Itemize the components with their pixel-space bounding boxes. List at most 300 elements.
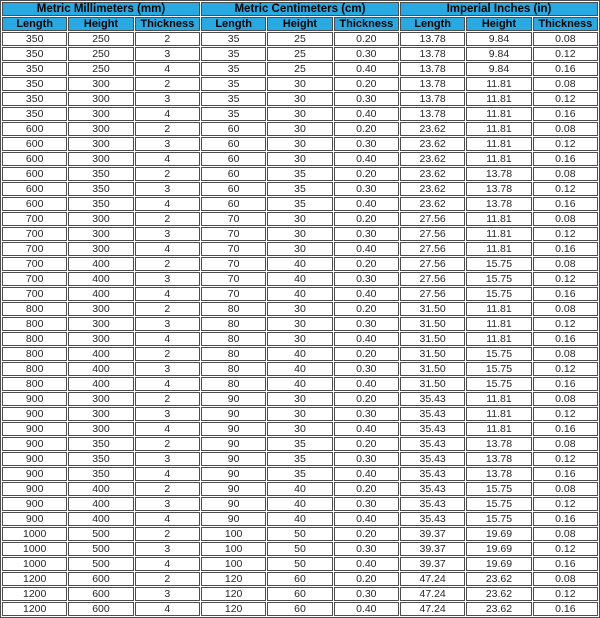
table-cell: 0.16	[533, 377, 598, 391]
table-cell: 100	[201, 557, 266, 571]
table-cell: 2	[135, 527, 200, 541]
table-cell: 40	[267, 497, 332, 511]
table-cell: 19.69	[466, 527, 531, 541]
table-cell: 0.08	[533, 32, 598, 46]
table-cell: 31.50	[400, 362, 465, 376]
table-cell: 11.81	[466, 227, 531, 241]
table-cell: 70	[201, 287, 266, 301]
table-cell: 30	[267, 152, 332, 166]
column-header: Thickness	[334, 17, 399, 31]
table-cell: 40	[267, 482, 332, 496]
table-cell: 2	[135, 437, 200, 451]
table-row	[2, 287, 598, 301]
table-cell: 70	[201, 257, 266, 271]
table-cell: 0.16	[533, 557, 598, 571]
table-cell: 600	[68, 602, 133, 616]
section-title-2: Metric Centimeters (cm)	[201, 2, 399, 16]
table-cell: 0.08	[533, 167, 598, 181]
table-cell: 15.75	[466, 287, 531, 301]
table-row	[2, 512, 598, 526]
table-cell: 3	[135, 182, 200, 196]
table-cell: 350	[68, 467, 133, 481]
table-cell: 600	[68, 572, 133, 586]
table-cell: 0.16	[533, 242, 598, 256]
table-cell: 30	[267, 92, 332, 106]
table-cell: 0.30	[334, 182, 399, 196]
table-cell: 2	[135, 77, 200, 91]
table-row	[2, 182, 598, 196]
table-cell: 600	[2, 182, 67, 196]
table-cell: 47.24	[400, 572, 465, 586]
table-cell: 70	[201, 242, 266, 256]
table-cell: 30	[267, 212, 332, 226]
column-header: Height	[267, 17, 332, 31]
table-cell: 900	[2, 512, 67, 526]
table-cell: 4	[135, 62, 200, 76]
table-cell: 0.08	[533, 527, 598, 541]
table-cell: 900	[2, 452, 67, 466]
table-row	[2, 92, 598, 106]
table-cell: 30	[267, 77, 332, 91]
table-row	[2, 602, 598, 616]
table-cell: 60	[201, 197, 266, 211]
table-cell: 0.20	[334, 527, 399, 541]
table-cell: 1000	[2, 542, 67, 556]
table-cell: 35	[201, 77, 266, 91]
table-cell: 4	[135, 377, 200, 391]
table-cell: 0.40	[334, 512, 399, 526]
table-cell: 0.08	[533, 392, 598, 406]
table-row	[2, 362, 598, 376]
column-header: Thickness	[135, 17, 200, 31]
table-cell: 0.40	[334, 377, 399, 391]
table-cell: 23.62	[400, 152, 465, 166]
column-header: Length	[400, 17, 465, 31]
table-cell: 0.30	[334, 227, 399, 241]
table-cell: 3	[135, 47, 200, 61]
table-cell: 47.24	[400, 587, 465, 601]
table-row	[2, 542, 598, 556]
table-row	[2, 167, 598, 181]
table-cell: 0.20	[334, 77, 399, 91]
table-cell: 0.16	[533, 62, 598, 76]
table-row	[2, 392, 598, 406]
table-cell: 40	[267, 272, 332, 286]
table-cell: 0.30	[334, 587, 399, 601]
table-cell: 90	[201, 497, 266, 511]
section-title-1: Metric Millimeters (mm)	[2, 2, 200, 16]
table-cell: 1200	[2, 602, 67, 616]
table-cell: 50	[267, 527, 332, 541]
table-cell: 13.78	[466, 452, 531, 466]
table-cell: 0.08	[533, 302, 598, 316]
table-cell: 27.56	[400, 287, 465, 301]
table-cell: 30	[267, 392, 332, 406]
table-row	[2, 47, 598, 61]
table-cell: 0.12	[533, 497, 598, 511]
table-cell: 0.40	[334, 602, 399, 616]
table-cell: 600	[2, 122, 67, 136]
table-cell: 35.43	[400, 407, 465, 421]
table-cell: 30	[267, 227, 332, 241]
table-cell: 47.24	[400, 602, 465, 616]
table-row	[2, 572, 598, 586]
column-header: Thickness	[533, 17, 598, 31]
table-cell: 11.81	[466, 152, 531, 166]
table-cell: 350	[68, 182, 133, 196]
table-cell: 11.81	[466, 92, 531, 106]
table-cell: 11.81	[466, 422, 531, 436]
table-cell: 100	[201, 527, 266, 541]
table-cell: 35	[201, 32, 266, 46]
table-cell: 30	[267, 107, 332, 121]
table-cell: 30	[267, 137, 332, 151]
column-header: Length	[201, 17, 266, 31]
table-cell: 400	[68, 272, 133, 286]
table-cell: 4	[135, 422, 200, 436]
table-cell: 80	[201, 377, 266, 391]
section-header-row	[2, 2, 598, 16]
table-cell: 4	[135, 107, 200, 121]
table-cell: 0.40	[334, 107, 399, 121]
table-cell: 0.08	[533, 482, 598, 496]
table-row	[2, 437, 598, 451]
table-cell: 300	[68, 422, 133, 436]
table-row	[2, 527, 598, 541]
table-row	[2, 317, 598, 331]
table-cell: 19.69	[466, 557, 531, 571]
table-cell: 0.08	[533, 437, 598, 451]
table-cell: 400	[68, 497, 133, 511]
table-cell: 700	[2, 257, 67, 271]
table-cell: 0.12	[533, 542, 598, 556]
table-cell: 31.50	[400, 302, 465, 316]
column-header: Length	[2, 17, 67, 31]
table-cell: 0.20	[334, 167, 399, 181]
table-cell: 2	[135, 572, 200, 586]
column-header-row	[2, 17, 598, 31]
table-cell: 90	[201, 407, 266, 421]
table-cell: 0.40	[334, 152, 399, 166]
table-cell: 0.08	[533, 77, 598, 91]
table-cell: 35.43	[400, 482, 465, 496]
table-cell: 23.62	[400, 167, 465, 181]
table-cell: 11.81	[466, 302, 531, 316]
table-cell: 35.43	[400, 422, 465, 436]
table-cell: 700	[2, 272, 67, 286]
table-row	[2, 347, 598, 361]
table-cell: 40	[267, 287, 332, 301]
table-cell: 350	[2, 62, 67, 76]
table-cell: 15.75	[466, 257, 531, 271]
table-cell: 40	[267, 362, 332, 376]
table-row	[2, 467, 598, 481]
table-cell: 0.16	[533, 287, 598, 301]
table-cell: 40	[267, 512, 332, 526]
table-cell: 11.81	[466, 392, 531, 406]
table-cell: 90	[201, 392, 266, 406]
table-cell: 13.78	[400, 32, 465, 46]
table-cell: 300	[68, 317, 133, 331]
table-cell: 0.08	[533, 212, 598, 226]
table-cell: 0.30	[334, 92, 399, 106]
table-header	[2, 2, 598, 31]
table-cell: 600	[2, 152, 67, 166]
table-row	[2, 122, 598, 136]
table-cell: 2	[135, 212, 200, 226]
table-cell: 0.12	[533, 452, 598, 466]
table-cell: 9.84	[466, 32, 531, 46]
table-row	[2, 587, 598, 601]
table-cell: 600	[68, 587, 133, 601]
table-cell: 0.20	[334, 212, 399, 226]
table-cell: 2	[135, 32, 200, 46]
table-cell: 350	[68, 197, 133, 211]
table-cell: 15.75	[466, 272, 531, 286]
table-cell: 0.12	[533, 92, 598, 106]
table-cell: 35	[201, 107, 266, 121]
table-cell: 0.30	[334, 497, 399, 511]
table-cell: 3	[135, 452, 200, 466]
table-row	[2, 212, 598, 226]
table-cell: 0.30	[334, 317, 399, 331]
table-cell: 3	[135, 272, 200, 286]
table-cell: 120	[201, 602, 266, 616]
table-cell: 700	[2, 287, 67, 301]
table-cell: 39.37	[400, 542, 465, 556]
table-cell: 350	[2, 92, 67, 106]
table-cell: 700	[2, 212, 67, 226]
table-cell: 23.62	[466, 587, 531, 601]
table-cell: 30	[267, 332, 332, 346]
table-cell: 3	[135, 92, 200, 106]
table-cell: 0.30	[334, 47, 399, 61]
table-cell: 350	[68, 452, 133, 466]
table-cell: 0.40	[334, 332, 399, 346]
table-cell: 0.16	[533, 512, 598, 526]
table-cell: 11.81	[466, 332, 531, 346]
table-cell: 300	[68, 302, 133, 316]
table-cell: 30	[267, 242, 332, 256]
table-cell: 120	[201, 587, 266, 601]
table-cell: 35	[267, 437, 332, 451]
table-cell: 0.20	[334, 437, 399, 451]
table-cell: 2	[135, 122, 200, 136]
table-cell: 25	[267, 47, 332, 61]
table-cell: 27.56	[400, 212, 465, 226]
table-cell: 300	[68, 242, 133, 256]
table-cell: 0.12	[533, 182, 598, 196]
table-cell: 0.12	[533, 317, 598, 331]
table-cell: 13.78	[400, 47, 465, 61]
table-cell: 30	[267, 407, 332, 421]
table-cell: 9.84	[466, 62, 531, 76]
table-cell: 23.62	[400, 137, 465, 151]
table-cell: 600	[2, 197, 67, 211]
table-cell: 0.16	[533, 602, 598, 616]
table-cell: 900	[2, 497, 67, 511]
table-cell: 39.37	[400, 557, 465, 571]
table-cell: 0.40	[334, 62, 399, 76]
table-cell: 900	[2, 392, 67, 406]
table-cell: 2	[135, 167, 200, 181]
table-cell: 39.37	[400, 527, 465, 541]
table-cell: 0.16	[533, 107, 598, 121]
table-cell: 0.20	[334, 482, 399, 496]
table-cell: 15.75	[466, 512, 531, 526]
table-cell: 13.78	[400, 92, 465, 106]
table-cell: 30	[267, 317, 332, 331]
table-cell: 35	[201, 92, 266, 106]
table-cell: 13.78	[400, 77, 465, 91]
table-cell: 15.75	[466, 347, 531, 361]
table-row	[2, 557, 598, 571]
table-row	[2, 242, 598, 256]
table-cell: 35.43	[400, 392, 465, 406]
table-cell: 11.81	[466, 212, 531, 226]
table-cell: 35	[267, 452, 332, 466]
table-cell: 13.78	[466, 167, 531, 181]
table-cell: 300	[68, 107, 133, 121]
table-cell: 600	[2, 167, 67, 181]
table-cell: 35	[267, 467, 332, 481]
table-cell: 350	[2, 77, 67, 91]
table-cell: 90	[201, 437, 266, 451]
table-cell: 80	[201, 362, 266, 376]
table-cell: 23.62	[466, 572, 531, 586]
table-cell: 60	[201, 152, 266, 166]
table-cell: 0.40	[334, 242, 399, 256]
table-cell: 31.50	[400, 317, 465, 331]
table-cell: 300	[68, 122, 133, 136]
table-cell: 19.69	[466, 542, 531, 556]
table-cell: 30	[267, 422, 332, 436]
table-cell: 1200	[2, 587, 67, 601]
table-cell: 0.08	[533, 572, 598, 586]
table-cell: 80	[201, 302, 266, 316]
table-cell: 90	[201, 422, 266, 436]
table-cell: 35.43	[400, 467, 465, 481]
table-cell: 15.75	[466, 377, 531, 391]
table-cell: 300	[68, 92, 133, 106]
table-cell: 400	[68, 287, 133, 301]
table-cell: 35.43	[400, 437, 465, 451]
table-cell: 40	[267, 347, 332, 361]
table-cell: 500	[68, 557, 133, 571]
table-cell: 900	[2, 482, 67, 496]
table-cell: 30	[267, 122, 332, 136]
table-cell: 4	[135, 287, 200, 301]
table-cell: 60	[201, 137, 266, 151]
table-cell: 4	[135, 197, 200, 211]
table-cell: 80	[201, 347, 266, 361]
table-cell: 600	[2, 137, 67, 151]
table-cell: 0.30	[334, 452, 399, 466]
table-cell: 0.40	[334, 557, 399, 571]
table-cell: 23.62	[466, 602, 531, 616]
table-cell: 50	[267, 557, 332, 571]
table-cell: 350	[68, 437, 133, 451]
table-cell: 60	[201, 167, 266, 181]
table-cell: 90	[201, 452, 266, 466]
table-cell: 13.78	[466, 182, 531, 196]
table-row	[2, 482, 598, 496]
table-cell: 70	[201, 272, 266, 286]
table-cell: 60	[201, 122, 266, 136]
table-cell: 0.12	[533, 137, 598, 151]
table-cell: 0.08	[533, 347, 598, 361]
table-row	[2, 497, 598, 511]
table-cell: 0.20	[334, 122, 399, 136]
table-row	[2, 107, 598, 121]
table-row	[2, 332, 598, 346]
table-cell: 500	[68, 527, 133, 541]
table-cell: 80	[201, 317, 266, 331]
table-row	[2, 422, 598, 436]
table-cell: 0.30	[334, 272, 399, 286]
table-cell: 11.81	[466, 77, 531, 91]
table-cell: 350	[2, 32, 67, 46]
table-row	[2, 77, 598, 91]
table-cell: 800	[2, 302, 67, 316]
table-cell: 400	[68, 377, 133, 391]
table-cell: 11.81	[466, 317, 531, 331]
table-cell: 0.40	[334, 422, 399, 436]
table-cell: 0.12	[533, 587, 598, 601]
table-cell: 2	[135, 392, 200, 406]
table-cell: 3	[135, 542, 200, 556]
table-cell: 2	[135, 482, 200, 496]
table-row	[2, 257, 598, 271]
table-cell: 4	[135, 467, 200, 481]
table-cell: 90	[201, 467, 266, 481]
table-cell: 11.81	[466, 107, 531, 121]
table-cell: 700	[2, 227, 67, 241]
table-cell: 300	[68, 77, 133, 91]
table-cell: 35	[267, 167, 332, 181]
table-cell: 35.43	[400, 452, 465, 466]
table-cell: 0.16	[533, 197, 598, 211]
table-cell: 15.75	[466, 482, 531, 496]
table-cell: 800	[2, 332, 67, 346]
table-cell: 900	[2, 407, 67, 421]
table-cell: 0.20	[334, 302, 399, 316]
table-cell: 250	[68, 32, 133, 46]
table-row	[2, 227, 598, 241]
table-cell: 60	[201, 182, 266, 196]
table-cell: 40	[267, 257, 332, 271]
table-cell: 15.75	[466, 362, 531, 376]
table-cell: 0.08	[533, 257, 598, 271]
column-header: Height	[68, 17, 133, 31]
table-cell: 0.16	[533, 152, 598, 166]
table-cell: 80	[201, 332, 266, 346]
table-cell: 13.78	[466, 437, 531, 451]
table-cell: 0.40	[334, 467, 399, 481]
table-cell: 31.50	[400, 377, 465, 391]
table-cell: 0.30	[334, 542, 399, 556]
table-row	[2, 137, 598, 151]
table-cell: 0.16	[533, 422, 598, 436]
table-cell: 30	[267, 302, 332, 316]
table-cell: 700	[2, 242, 67, 256]
table-row	[2, 152, 598, 166]
table-cell: 0.12	[533, 47, 598, 61]
table-cell: 25	[267, 62, 332, 76]
table-cell: 27.56	[400, 242, 465, 256]
table-cell: 3	[135, 497, 200, 511]
table-cell: 1000	[2, 527, 67, 541]
